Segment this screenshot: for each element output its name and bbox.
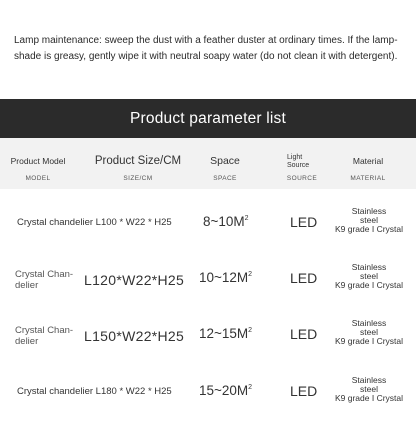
row-material-1: Stainless [351, 318, 387, 328]
column-label-size: Product Size/CM [94, 155, 182, 167]
row-material-3: K9 grade I Crystal [334, 393, 404, 403]
row-space [203, 214, 249, 229]
row-material [332, 376, 406, 403]
column-header-model [6, 156, 70, 182]
column-header-source [278, 154, 326, 182]
row-space-value: 10~12M [199, 270, 249, 285]
row-material-2: steel [360, 327, 378, 337]
row-model-1: Crystal Chan- [15, 325, 74, 336]
column-label-source-2: Source [287, 162, 310, 169]
row-material-1: Stainless [351, 375, 387, 385]
row-material-3: K9 grade I Crystal [334, 336, 404, 346]
row-space-value: 15~20M [199, 383, 249, 398]
row-material [332, 263, 406, 290]
row-source: LED [290, 214, 318, 230]
row-material-3: K9 grade I Crystal [334, 280, 404, 290]
row-model-1: Crystal Chan- [15, 269, 74, 280]
column-label-model: Product Model [10, 156, 66, 166]
row-space-value: 12~15M [199, 326, 249, 341]
column-label-source-1: Light [287, 154, 303, 161]
row-space-sup: 2 [248, 327, 253, 334]
row-size: L120*W22*H25 [84, 272, 185, 288]
banner-title: Product parameter list [129, 109, 287, 127]
column-label-space: Space [210, 155, 240, 167]
row-material-2: steel [360, 384, 378, 394]
column-header-space [200, 155, 250, 182]
row-source: LED [290, 326, 318, 342]
row-material-2: steel [360, 271, 378, 281]
column-sub-source: SOURCE [286, 175, 318, 182]
column-sub-model: MODEL [25, 175, 51, 182]
row-material-1: Stainless [351, 206, 387, 216]
row-model: Crystal chandelier L180 * W22 * H25 [17, 386, 172, 397]
row-model-2: delier [15, 336, 39, 347]
row-space [199, 270, 252, 285]
row-space-sup: 2 [248, 384, 253, 391]
column-sub-material: MATERIAL [350, 175, 386, 182]
row-space [199, 383, 252, 398]
row-model [15, 325, 73, 347]
row-model: Crystal chandelier L100 * W22 * H25 [17, 217, 172, 228]
row-material [332, 207, 406, 234]
column-sub-space: SPACE [213, 175, 237, 182]
column-sub-size: SIZE/CM [123, 175, 153, 182]
row-source: LED [290, 270, 318, 286]
row-space-sup: 2 [244, 215, 249, 222]
row-model-2: delier [15, 280, 39, 291]
row-material-2: steel [360, 215, 378, 225]
column-header-material [340, 156, 396, 182]
maintenance-note: Lamp maintenance: sweep the dust with a feather duster at ordinary times. If the lamp-shade is greasy, gently wipe it with neutral soapy water (do not clean it with detergent). [14, 35, 398, 62]
column-label-material: Material [352, 156, 384, 166]
column-header-size [90, 155, 186, 182]
row-size: L150*W22*H25 [84, 328, 185, 344]
row-space-value: 8~10M [203, 214, 245, 229]
row-space-sup: 2 [248, 271, 253, 278]
row-space [199, 326, 252, 341]
parameter-list-banner [0, 99, 416, 138]
row-source: LED [290, 383, 318, 399]
row-model [15, 269, 73, 291]
row-material [332, 319, 406, 346]
row-material-1: Stainless [351, 262, 387, 272]
row-material-3: K9 grade I Crystal [334, 224, 404, 234]
table-header [0, 138, 416, 189]
